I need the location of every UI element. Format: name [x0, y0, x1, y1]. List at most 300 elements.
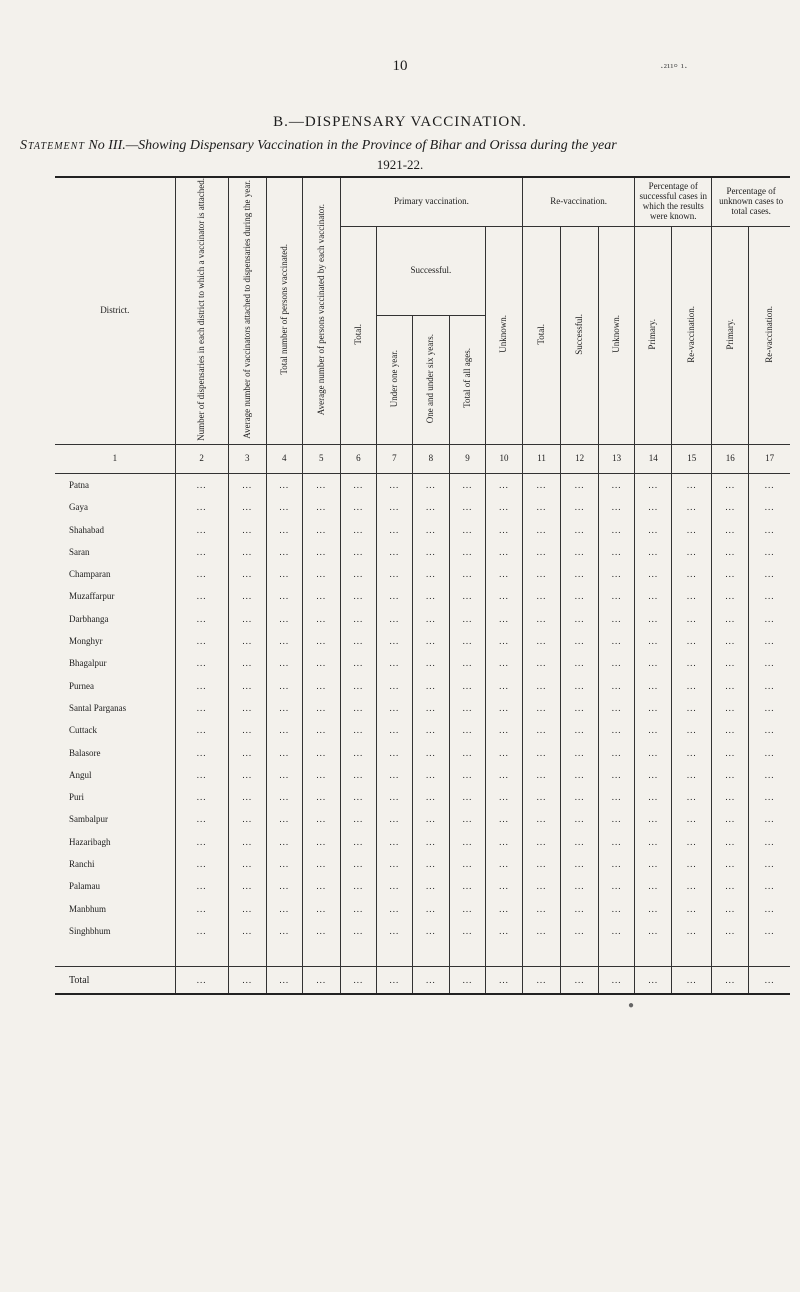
empty-cell: ...: [412, 652, 449, 674]
empty-cell: ...: [599, 764, 635, 786]
empty-cell: ...: [175, 875, 228, 897]
empty-cell: ...: [449, 585, 485, 607]
empty-cell: ...: [412, 541, 449, 563]
empty-cell: ...: [485, 967, 522, 995]
empty-cell: ...: [302, 697, 340, 719]
empty-cell: ...: [340, 719, 376, 741]
district-label: Patna: [69, 479, 89, 490]
empty-cell: ...: [412, 920, 449, 942]
empty-cell: ...: [749, 831, 790, 853]
table-row: [55, 541, 790, 563]
empty-cell: ...: [523, 652, 561, 674]
empty-cell: ...: [449, 719, 485, 741]
empty-cell: ...: [412, 719, 449, 741]
empty-cell: ...: [449, 741, 485, 763]
empty-cell: ...: [599, 496, 635, 518]
empty-cell: ...: [635, 496, 672, 518]
empty-cell: ...: [228, 967, 266, 995]
empty-cell: ...: [340, 786, 376, 808]
district-name: [55, 652, 175, 674]
empty-cell: ...: [599, 875, 635, 897]
empty-cell: ...: [449, 697, 485, 719]
empty-cell: ...: [449, 518, 485, 540]
empty-cell: ...: [376, 518, 412, 540]
empty-cell: ...: [175, 541, 228, 563]
empty-cell: ...: [672, 831, 712, 853]
empty-cell: ...: [376, 875, 412, 897]
table-row: [55, 496, 790, 518]
empty-cell: ...: [302, 674, 340, 696]
column-number: 14: [635, 444, 672, 473]
empty-cell: ...: [449, 652, 485, 674]
empty-cell: ...: [635, 674, 672, 696]
empty-cell: ...: [523, 563, 561, 585]
empty-cell: ...: [175, 652, 228, 674]
empty-cell: ...: [672, 875, 712, 897]
empty-cell: ...: [485, 764, 522, 786]
empty-cell: ...: [672, 541, 712, 563]
empty-cell: ...: [228, 674, 266, 696]
empty-cell: ...: [485, 920, 522, 942]
header-pct-unknown-primary: Primary.: [712, 227, 749, 445]
empty-cell: ...: [485, 473, 522, 496]
total-row: [55, 967, 790, 995]
empty-cell: ...: [266, 496, 302, 518]
table-row: [55, 786, 790, 808]
empty-cell: ...: [175, 630, 228, 652]
column-number: 15: [672, 444, 712, 473]
table-row: [55, 920, 790, 942]
empty-cell: ...: [228, 764, 266, 786]
empty-cell: ...: [228, 652, 266, 674]
statement-title: [20, 138, 790, 154]
empty-cell: ...: [561, 920, 599, 942]
empty-cell: ...: [449, 831, 485, 853]
empty-cell: ...: [376, 496, 412, 518]
district-name: [55, 563, 175, 585]
district-label: Puri: [69, 792, 85, 803]
empty-cell: ...: [712, 897, 749, 919]
empty-cell: ...: [672, 786, 712, 808]
table-row: [55, 853, 790, 875]
table-row: [55, 831, 790, 853]
column-number: 8: [412, 444, 449, 473]
empty-cell: ...: [672, 719, 712, 741]
empty-cell: ...: [175, 741, 228, 763]
empty-cell: ...: [749, 786, 790, 808]
empty-cell: ...: [599, 967, 635, 995]
empty-cell: ...: [599, 473, 635, 496]
empty-cell: ...: [302, 920, 340, 942]
empty-cell: ...: [340, 674, 376, 696]
empty-cell: ...: [412, 518, 449, 540]
district-name: [55, 518, 175, 540]
empty-cell: ...: [749, 563, 790, 585]
empty-cell: ...: [523, 473, 561, 496]
empty-cell: ...: [376, 541, 412, 563]
empty-cell: ...: [523, 920, 561, 942]
header-pct-success-revac: Re-vaccination.: [672, 227, 712, 445]
empty-cell: ...: [599, 518, 635, 540]
district-name: [55, 808, 175, 830]
empty-cell: ...: [599, 831, 635, 853]
empty-cell: ...: [266, 473, 302, 496]
empty-cell: ...: [749, 741, 790, 763]
empty-cell: ...: [712, 786, 749, 808]
empty-cell: ...: [175, 719, 228, 741]
empty-cell: ...: [412, 473, 449, 496]
empty-cell: ...: [523, 719, 561, 741]
district-name: [55, 473, 175, 496]
empty-cell: ...: [302, 831, 340, 853]
empty-cell: ...: [412, 741, 449, 763]
empty-cell: ...: [561, 897, 599, 919]
district-name: [55, 920, 175, 942]
empty-cell: ...: [635, 719, 672, 741]
empty-cell: ...: [485, 674, 522, 696]
table-row: [55, 764, 790, 786]
empty-cell: ...: [175, 764, 228, 786]
empty-cell: ...: [449, 786, 485, 808]
empty-cell: ...: [376, 585, 412, 607]
empty-cell: ...: [449, 967, 485, 995]
empty-cell: ...: [302, 741, 340, 763]
empty-cell: ...: [412, 786, 449, 808]
empty-cell: ...: [449, 920, 485, 942]
column-number: 3: [228, 444, 266, 473]
header-avg-vaccinators: Average number of vaccinators attached to dispensaries during the year.: [228, 177, 266, 444]
empty-cell: ...: [485, 897, 522, 919]
empty-cell: ...: [228, 920, 266, 942]
empty-cell: ...: [485, 741, 522, 763]
empty-cell: ...: [561, 674, 599, 696]
empty-cell: ...: [672, 496, 712, 518]
empty-cell: ...: [561, 496, 599, 518]
empty-cell: ...: [523, 967, 561, 995]
empty-cell: ...: [376, 920, 412, 942]
empty-cell: ...: [376, 897, 412, 919]
table-row: [55, 473, 790, 496]
empty-cell: ...: [485, 496, 522, 518]
empty-cell: ...: [712, 652, 749, 674]
empty-cell: ...: [228, 741, 266, 763]
empty-cell: ...: [523, 518, 561, 540]
header-under-one-year: Under one year.: [376, 315, 412, 444]
empty-cell: ...: [561, 831, 599, 853]
empty-cell: ...: [376, 831, 412, 853]
empty-cell: ...: [672, 473, 712, 496]
empty-cell: ...: [376, 808, 412, 830]
spacer-row: [55, 942, 790, 967]
empty-cell: ...: [340, 608, 376, 630]
empty-cell: ...: [712, 518, 749, 540]
empty-cell: ...: [266, 585, 302, 607]
empty-cell: ...: [561, 541, 599, 563]
empty-cell: ...: [485, 853, 522, 875]
empty-cell: ...: [175, 831, 228, 853]
empty-cell: ...: [672, 585, 712, 607]
empty-cell: ...: [672, 967, 712, 995]
empty-cell: ...: [228, 719, 266, 741]
empty-cell: ...: [749, 697, 790, 719]
district-name: [55, 786, 175, 808]
header-successful: Successful.: [376, 227, 485, 316]
empty-cell: ...: [175, 808, 228, 830]
district-name: [55, 897, 175, 919]
empty-cell: ...: [672, 697, 712, 719]
empty-cell: ...: [376, 563, 412, 585]
empty-cell: ...: [376, 741, 412, 763]
empty-cell: ...: [523, 585, 561, 607]
empty-cell: ...: [749, 875, 790, 897]
header-primary-unknown: Unknown.: [485, 227, 522, 445]
empty-cell: ...: [485, 786, 522, 808]
empty-cell: ...: [302, 630, 340, 652]
empty-cell: ...: [635, 764, 672, 786]
empty-cell: ...: [599, 808, 635, 830]
empty-cell: ...: [523, 608, 561, 630]
empty-cell: ...: [449, 473, 485, 496]
empty-cell: ...: [523, 875, 561, 897]
empty-cell: ...: [749, 630, 790, 652]
district-name: [55, 541, 175, 563]
empty-cell: ...: [302, 563, 340, 585]
district-name: [55, 831, 175, 853]
empty-cell: ...: [449, 674, 485, 696]
empty-cell: ...: [672, 518, 712, 540]
district-label: Angul: [69, 769, 92, 780]
table-row: [55, 741, 790, 763]
empty-cell: ...: [712, 473, 749, 496]
empty-cell: ...: [635, 853, 672, 875]
empty-cell: ...: [599, 719, 635, 741]
empty-cell: ...: [175, 897, 228, 919]
district-label: Manbhum: [69, 903, 106, 914]
empty-cell: ...: [266, 630, 302, 652]
empty-cell: ...: [672, 853, 712, 875]
empty-cell: ...: [712, 674, 749, 696]
empty-cell: ...: [712, 719, 749, 741]
column-number: 10: [485, 444, 522, 473]
empty-cell: ...: [175, 608, 228, 630]
header-revac-successful: Successful.: [561, 227, 599, 445]
district-name: [55, 719, 175, 741]
empty-cell: ...: [635, 808, 672, 830]
empty-cell: ...: [266, 652, 302, 674]
empty-cell: ...: [635, 585, 672, 607]
empty-cell: ...: [561, 697, 599, 719]
empty-cell: ...: [635, 831, 672, 853]
district-label: Ranchi: [69, 859, 95, 869]
empty-cell: ...: [523, 808, 561, 830]
district-label: Gaya: [69, 502, 88, 513]
empty-cell: ...: [412, 674, 449, 696]
empty-cell: ...: [672, 741, 712, 763]
empty-cell: ...: [712, 808, 749, 830]
empty-cell: ...: [599, 697, 635, 719]
empty-cell: ...: [599, 786, 635, 808]
empty-cell: ...: [228, 831, 266, 853]
empty-cell: ...: [749, 608, 790, 630]
empty-cell: ...: [340, 897, 376, 919]
empty-cell: ...: [485, 585, 522, 607]
header-pct-success-primary: Primary.: [635, 227, 672, 445]
empty-cell: ...: [376, 853, 412, 875]
empty-cell: ...: [340, 764, 376, 786]
empty-cell: ...: [302, 496, 340, 518]
empty-cell: ...: [712, 496, 749, 518]
empty-cell: ...: [266, 697, 302, 719]
empty-cell: ...: [599, 920, 635, 942]
page-number: 10: [392, 58, 408, 74]
table-row: [55, 652, 790, 674]
empty-cell: ...: [749, 496, 790, 518]
empty-cell: ...: [340, 808, 376, 830]
district-label: Saran: [69, 546, 90, 557]
empty-cell: ...: [228, 786, 266, 808]
empty-cell: ...: [302, 585, 340, 607]
empty-cell: ...: [635, 518, 672, 540]
empty-cell: ...: [561, 652, 599, 674]
empty-cell: ...: [485, 518, 522, 540]
table-row: [55, 674, 790, 696]
empty-cell: ...: [485, 652, 522, 674]
empty-cell: ...: [712, 920, 749, 942]
empty-cell: ...: [266, 518, 302, 540]
empty-cell: ...: [340, 473, 376, 496]
empty-cell: ...: [175, 920, 228, 942]
empty-cell: ...: [302, 875, 340, 897]
table-row: [55, 630, 790, 652]
header-pct-successful: Percentage of successful cases in which the results were known.: [635, 177, 712, 227]
empty-cell: ...: [749, 967, 790, 995]
empty-cell: ...: [561, 967, 599, 995]
empty-cell: ...: [266, 853, 302, 875]
empty-cell: ...: [175, 853, 228, 875]
empty-cell: ...: [340, 496, 376, 518]
empty-cell: ...: [266, 674, 302, 696]
district-label: Bhagalpur: [69, 658, 107, 669]
empty-cell: ...: [523, 786, 561, 808]
empty-cell: ...: [523, 496, 561, 518]
empty-cell: ...: [449, 875, 485, 897]
district-label: Singhbhum: [69, 925, 111, 936]
empty-cell: ...: [266, 741, 302, 763]
empty-cell: ...: [266, 786, 302, 808]
empty-cell: ...: [599, 741, 635, 763]
empty-cell: ...: [412, 967, 449, 995]
empty-cell: ...: [266, 875, 302, 897]
empty-cell: ...: [340, 585, 376, 607]
header-total-vaccinated: Total number of persons vaccinated.: [266, 177, 302, 444]
empty-cell: ...: [228, 496, 266, 518]
empty-cell: ...: [449, 808, 485, 830]
empty-cell: ...: [340, 920, 376, 942]
empty-cell: ...: [599, 652, 635, 674]
empty-cell: ...: [635, 897, 672, 919]
column-number: 16: [712, 444, 749, 473]
empty-cell: ...: [412, 831, 449, 853]
district-name: [55, 608, 175, 630]
district-label: Monghyr: [69, 636, 103, 647]
empty-cell: ...: [302, 719, 340, 741]
empty-cell: ...: [340, 831, 376, 853]
empty-cell: ...: [712, 875, 749, 897]
stray-mark: ●: [628, 1000, 635, 1011]
table-row: [55, 897, 790, 919]
empty-cell: ...: [712, 697, 749, 719]
table-body: [55, 473, 790, 994]
table-row: [55, 719, 790, 741]
empty-cell: ...: [561, 853, 599, 875]
empty-cell: ...: [599, 563, 635, 585]
empty-cell: ...: [302, 853, 340, 875]
empty-cell: ...: [635, 741, 672, 763]
empty-cell: ...: [412, 563, 449, 585]
district-label: Santal Parganas: [69, 702, 127, 713]
empty-cell: ...: [712, 764, 749, 786]
district-label: Cuttack: [69, 725, 97, 736]
empty-cell: ...: [412, 697, 449, 719]
section-title: B.—DISPENSARY VACCINATION.: [273, 114, 527, 130]
empty-cell: ...: [523, 831, 561, 853]
empty-cell: ...: [712, 541, 749, 563]
empty-cell: ...: [749, 764, 790, 786]
empty-cell: ...: [599, 630, 635, 652]
empty-cell: ...: [672, 652, 712, 674]
column-number: 11: [523, 444, 561, 473]
empty-cell: ...: [302, 764, 340, 786]
district-label: Sambalpur: [69, 814, 108, 825]
empty-cell: ...: [599, 674, 635, 696]
header-revaccination: Re-vaccination.: [523, 177, 635, 227]
empty-cell: ...: [376, 608, 412, 630]
table-row: [55, 808, 790, 830]
empty-cell: ...: [175, 585, 228, 607]
empty-cell: ...: [228, 808, 266, 830]
empty-cell: ...: [599, 897, 635, 919]
empty-cell: ...: [635, 608, 672, 630]
empty-cell: ...: [561, 808, 599, 830]
district-name: [55, 741, 175, 763]
empty-cell: ...: [412, 808, 449, 830]
empty-cell: ...: [376, 630, 412, 652]
empty-cell: ...: [749, 897, 790, 919]
empty-cell: ...: [712, 741, 749, 763]
empty-cell: ...: [302, 652, 340, 674]
header-total-all-ages: Total of all ages.: [449, 315, 485, 444]
table-row: [55, 608, 790, 630]
district-name: [55, 764, 175, 786]
empty-cell: ...: [672, 630, 712, 652]
column-number: 4: [266, 444, 302, 473]
header-avg-per-vaccinator: Average number of persons vaccinated by each vaccinator.: [302, 177, 340, 444]
empty-cell: ...: [485, 541, 522, 563]
empty-cell: ...: [449, 608, 485, 630]
empty-cell: ...: [266, 764, 302, 786]
district-label: Shahabad: [69, 524, 104, 535]
empty-cell: ...: [228, 518, 266, 540]
table-row: [55, 875, 790, 897]
empty-cell: ...: [523, 674, 561, 696]
empty-cell: ...: [561, 786, 599, 808]
empty-cell: ...: [228, 608, 266, 630]
empty-cell: ...: [749, 674, 790, 696]
empty-cell: ...: [340, 652, 376, 674]
empty-cell: ...: [340, 541, 376, 563]
empty-cell: ...: [672, 563, 712, 585]
empty-cell: ...: [449, 496, 485, 518]
